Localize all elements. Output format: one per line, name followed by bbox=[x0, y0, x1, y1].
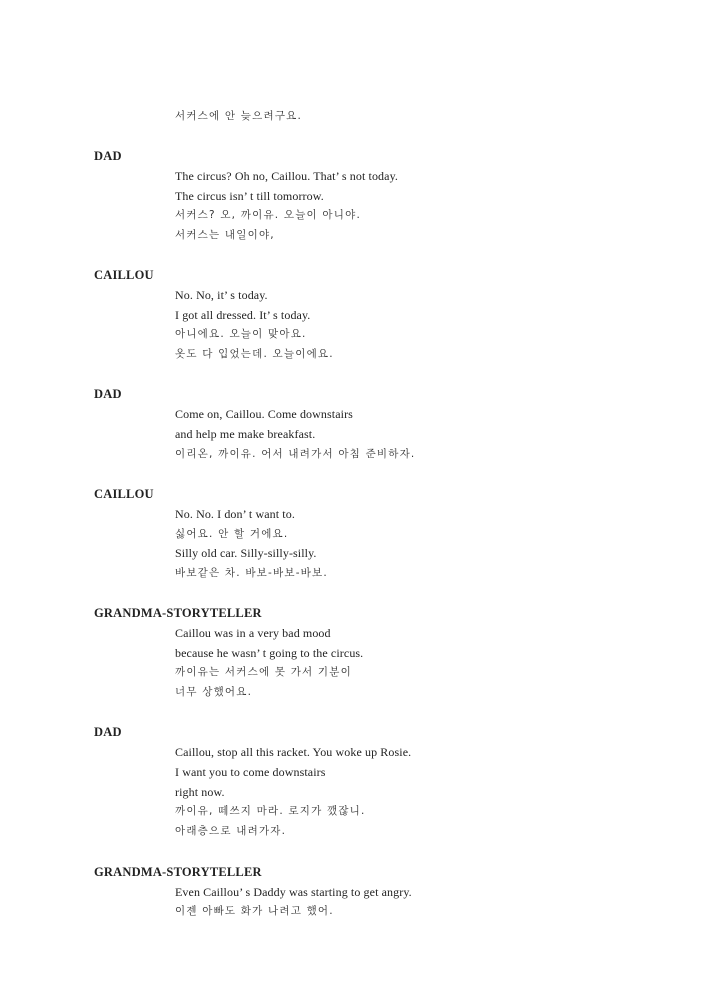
speaker-name: DAD bbox=[94, 149, 122, 163]
dialogue-line: Silly old car. Silly-silly-silly. bbox=[175, 546, 317, 560]
dialogue-line: 아래층으로 내려가자. bbox=[175, 825, 287, 837]
speaker-name: CAILLOU bbox=[94, 487, 154, 501]
speaker-name: CAILLOU bbox=[94, 268, 154, 282]
dialogue-line: right now. bbox=[175, 785, 225, 799]
dialogue-line: Caillou was in a very bad mood bbox=[175, 626, 331, 640]
dialogue-line: Come on, Caillou. Come downstairs bbox=[175, 407, 353, 421]
speaker-name: DAD bbox=[94, 725, 122, 739]
dialogue-line: 서커스는 내일이야, bbox=[175, 229, 275, 241]
dialogue-line: Even Caillou’ s Daddy was starting to get angry. bbox=[175, 885, 412, 899]
dialogue-line: 아니에요. 오늘이 맞아요. bbox=[175, 328, 307, 340]
dialogue-line: 이리온, 까이유. 어서 내려가서 아침 준비하자. bbox=[175, 448, 416, 460]
dialogue-line: Caillou, stop all this racket. You woke up Rosie. bbox=[175, 745, 412, 759]
dialogue-line: 서커스에 안 늦으려구요. bbox=[175, 110, 303, 122]
dialogue-line: 서커스? 오, 까이유. 오늘이 아니야. bbox=[175, 209, 361, 221]
dialogue-line: No. No, it’ s today. bbox=[175, 288, 268, 302]
dialogue-line: 옷도 다 입었는데. 오늘이에요. bbox=[175, 348, 334, 360]
dialogue-line: The circus isn’ t till tomorrow. bbox=[175, 189, 324, 203]
speaker-name: GRANDMA-STORYTELLER bbox=[94, 606, 262, 620]
dialogue-line: No. No. I don’ t want to. bbox=[175, 507, 295, 521]
dialogue-line: 까이유는 서커스에 못 가서 기분이 bbox=[175, 666, 352, 678]
dialogue-line: 까이유, 떼쓰지 마라. 로지가 깼잖니. bbox=[175, 805, 366, 817]
speaker-name: GRANDMA-STORYTELLER bbox=[94, 865, 262, 879]
dialogue-line: 바보같은 차. 바보-바보-바보. bbox=[175, 567, 328, 579]
dialogue-line: 싫어요. 안 할 거에요. bbox=[175, 528, 289, 540]
speaker-name: DAD bbox=[94, 387, 122, 401]
dialogue-line: The circus? Oh no, Caillou. That’ s not today. bbox=[175, 169, 398, 183]
dialogue-line: because he wasn’ t going to the circus. bbox=[175, 646, 364, 660]
dialogue-line: 너무 상했어요. bbox=[175, 686, 253, 698]
dialogue-line: 이젠 아빠도 화가 나려고 했어. bbox=[175, 905, 334, 917]
dialogue-line: I got all dressed. It’ s today. bbox=[175, 308, 311, 322]
dialogue-line: and help me make breakfast. bbox=[175, 427, 316, 441]
dialogue-line: I want you to come downstairs bbox=[175, 765, 326, 779]
